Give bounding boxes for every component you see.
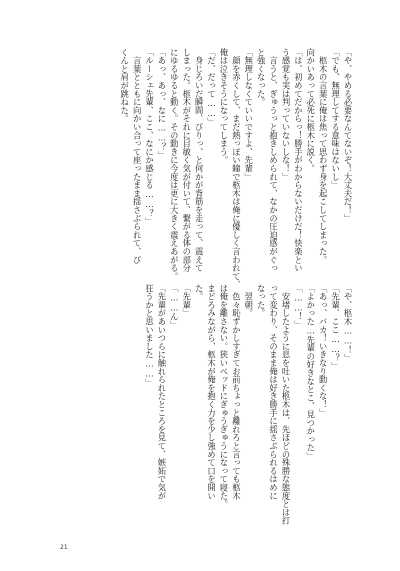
upper-text-line-18: 言葉とともに向かい合って座ったまま揺さぶられて、び — [132, 48, 143, 264]
lower-text-line-3: 「あっ、バカ！いきなり動くな！」 — [318, 284, 329, 417]
upper-text-line-14: しまった。柩木がそれに目敏く気が付いて、繋がる体の部分 — [181, 48, 192, 273]
lower-text-line-8: なった。 — [256, 284, 267, 318]
upper-text-line-6: う感覚も実は判っていないしな！」 — [280, 48, 291, 181]
upper-text-line-8: と強くなった。 — [256, 48, 267, 107]
upper-text-line-19: くんと肩が跳ねた。 — [119, 48, 130, 123]
lower-text-line-15: 「先輩」 — [181, 284, 192, 318]
upper-text-line-4: 向かいあって必死に柩木に説く。 — [305, 48, 316, 173]
lower-text-line-10: 翌朝。 — [243, 284, 254, 318]
lower-text-line-7: って変わり、そのまま俺は好き勝手に揺さぶられるはめに — [268, 284, 279, 500]
upper-text-block — [62, 48, 354, 289]
upper-text-line-7: 言うと、ぎゅうっと抱きしめられて、なかの圧迫感がぐっ — [268, 48, 279, 273]
upper-text-line-3: 柩木の言葉に俺は焦って思わず身を起こしてしまった。 — [318, 48, 329, 264]
upper-text-line-11: 俺は泣きそうになってしまう。 — [218, 48, 229, 165]
upper-text-line-17: 「ルーシェ先輩、ここ、なにか感じる……？」 — [144, 48, 155, 226]
page-number: 21 — [60, 544, 68, 551]
upper-text-line-15: にゆるゆると動く。その動きに今度は更に大きく震えあがる。 — [169, 48, 180, 281]
lower-text-line-4: 「よかった…先輩の好きなとこ、見つかった」 — [305, 284, 316, 460]
upper-text-line-9: 「無理しなくていいですよ、先輩」 — [243, 48, 254, 181]
lower-text-line-13: まどろみながら、柩木が俺を抱く力を少し強めて口を開い — [206, 284, 217, 500]
upper-text-line-5: 「は、初めてだからっ！勝手がわからないだけだ！快楽とい — [293, 48, 304, 273]
lower-text-line-2: 「先輩、ここ……？」 — [330, 284, 341, 371]
lower-text-line-5: 「……！」 — [293, 284, 304, 329]
lower-text-line-16: 「……ん」 — [169, 284, 180, 329]
upper-text-line-12: 「だ、だって……」 — [206, 48, 217, 127]
lower-text-line-17: 「先輩があいつらに触れられたところを見て、嫉妬で気が — [156, 284, 167, 500]
lower-text-line-1: 「や、柩木……！」 — [343, 284, 353, 363]
upper-text-line-13: 身じろいだ瞬間、びりっ、と何かが背筋を走って、震えて — [194, 48, 205, 273]
upper-text-line-1: 「や、やめる必要なんてないぞ！大丈夫だ！」 — [343, 48, 353, 223]
upper-text-line-10: 顔を赤くして、まだ熱っぽい瞳で柩木は俺に優しく言われて、 — [231, 48, 242, 289]
lower-text-line-14: た。 — [194, 284, 205, 301]
lower-text-line-12: は俺を離さない。狭いベッドにぎゅうぎゅうになって寝た。 — [218, 284, 229, 509]
lower-text-line-6: 安堵したように息を吐いた柩木は、先ほどの殊勝な態度とは打 — [280, 284, 291, 525]
upper-text-line-2: 「でも、無理してする意味はないし」 — [330, 48, 341, 190]
lower-text-block — [64, 284, 354, 556]
lower-text-line-11: 色々恥ずかしすぎてお前ちょっと離れろと言っても柩木 — [231, 284, 242, 500]
upper-text-line-16: 「あっ、あっ、なに……？」 — [156, 48, 167, 160]
lower-text-line-18: 狂うかと思いました……」 — [144, 284, 155, 387]
